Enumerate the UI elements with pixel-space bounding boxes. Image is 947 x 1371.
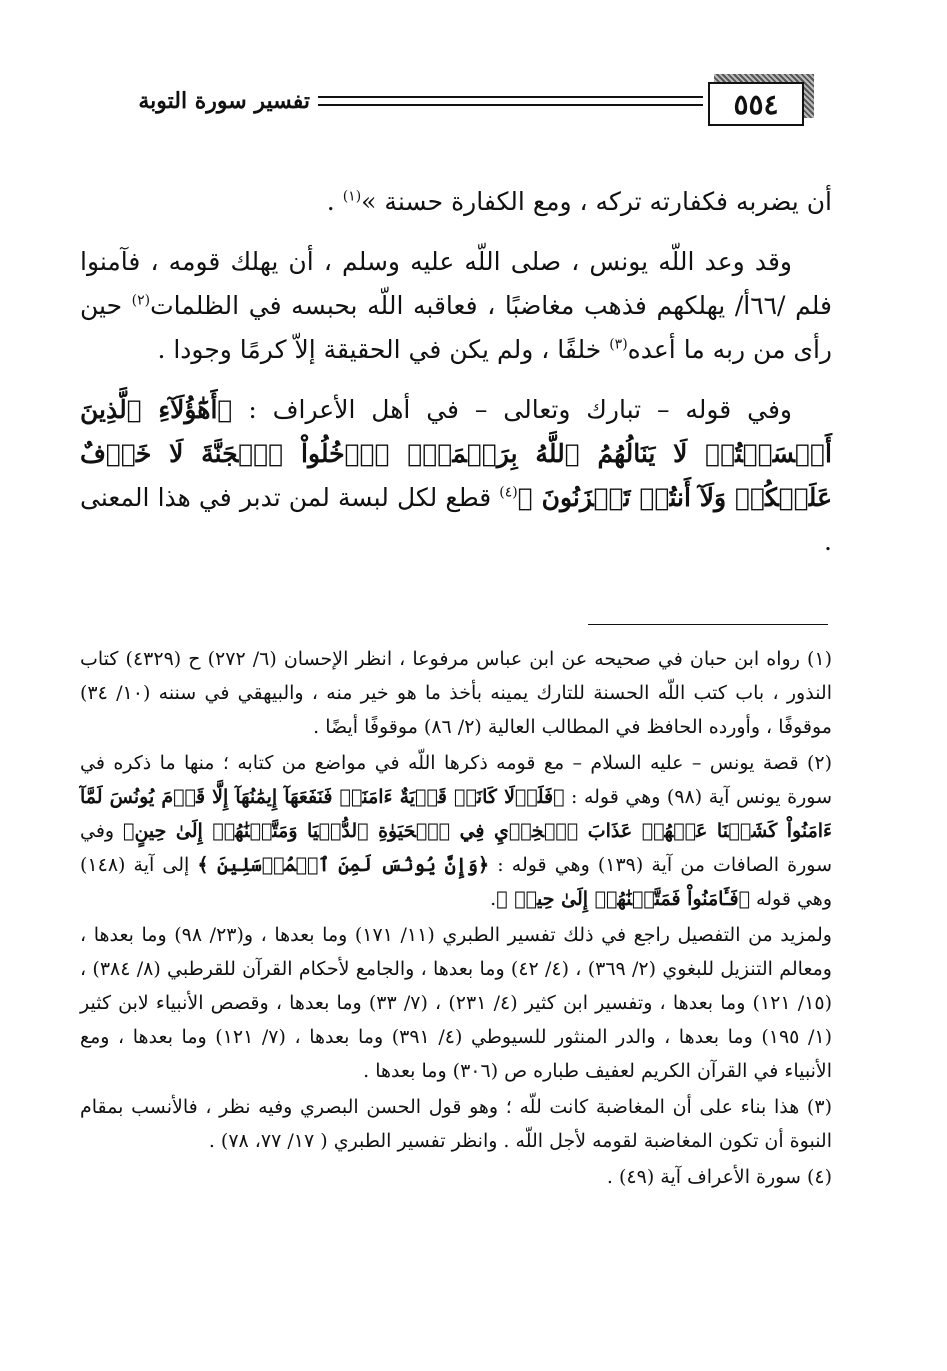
footnote-2-text-c: إلى آية (١٤٨) وهي قوله [80, 854, 832, 910]
paragraph-3-text-b: قطع لكل لبسة لمن تدبر في هذا المعنى . [80, 483, 832, 556]
page-number-text: ٥٥٤ [733, 87, 779, 121]
running-title: تفسير سورة التوبة [138, 88, 310, 114]
main-text [80, 180, 832, 580]
footnote-ref-3: (٣) [609, 336, 628, 353]
footnote-2-quran-2: ﴿وَإِنَّ يُونُسَ لَمِنَ ٱلۡمُرۡسَلِينَ ﴾ [197, 854, 490, 876]
footnote-2-text-d: . [490, 888, 497, 910]
paragraph-2-text-a: وقد وعد اللّه يونس ، صلى اللّه عليه وسلم ، أن يهلك قومه ، فآمنوا فلم /٦٦أ/ يهلكهم فذهب مغاضبًا ، فعاقبه اللّه بحبسه في الظلمات [80, 247, 832, 320]
footnote-2-quran-3: ﴿فَـَٔامَنُواْ فَمَتَّعۡنَٰهُمۡ إِلَىٰ حِينٖ ﴾ [496, 888, 751, 910]
footnote-ref-4: (٤) [499, 484, 518, 501]
footnote-2-quran-1: ﴿فَلَوۡلَا كَانَتۡ قَرۡيَةٌ ءَامَنَتۡ فَنَفَعَهَآ إِيمَٰنُهَآ إِلَّا قَوۡمَ يُونُسَ لَمَّآ ءَامَنُواْ كَشَفۡنَا عَنۡهُمۡ عَذَابَ ٱلۡخِزۡيِ فِي ٱلۡحَيَوٰةِ ٱلدُّنۡيَا وَمَتَّعۡنَٰهُمۡ إِلَىٰ حِينٍ﴾ [80, 786, 832, 842]
footnote-1: (١) رواه ابن حبان في صحيحه عن ابن عباس مرفوعا ، انظر الإحسان (٦/ ٢٧٢) ح (٤٣٢٩) كتاب النذور ، باب كتب اللّه الحسنة للتارك يمينه بأخذ ما هو خير منه ، والبيهقي في سننه (١٠/ ٣٤) موقوفًا ، وأورده الحافظ في المطالب العالية (٢/ ٨٦) موقوفًا أيضًا . [80, 648, 832, 738]
paragraph-2-text-c: خلفًا ، ولم يكن في الحقيقة إلاّ كرمًا وجودا . [157, 335, 610, 364]
paragraph-1-end: . [326, 187, 343, 216]
paragraph-1-text: أن يضربه فكفارته تركه ، ومع الكفارة حسنة » [361, 187, 832, 216]
footnote-4: (٤) سورة الأعراف آية (٤٩) . [606, 1166, 832, 1188]
header-rule [318, 96, 703, 106]
paragraph-2 [80, 240, 832, 372]
paragraph-1 [80, 180, 832, 224]
footnote-2-text-a: (٢) قصة يونس – عليه السلام – مع قومه ذكرها اللّه في مواضع من كتابه ؛ منها ما ذكره في سورة يونس آية (٩٨) وهي قوله : [80, 752, 833, 808]
footnote-2-text-b: وفي سورة الصافات من آية (١٣٩) وهي قوله : [80, 820, 833, 876]
footnote-3: (٣) هذا بناء على أن المغاضبة كانت للّه ؛ وهو قول الحسن البصري وفيه نظر ، فالأنسب بمقام النبوة أن تكون المغاضبة لقومه لأجل اللّه . وانظر تفسير الطبري ( ١٧/ ٧٧، ٧٨) . [80, 1096, 832, 1152]
footnote-ref-2: (٢) [131, 292, 151, 309]
footnotes [80, 642, 832, 1196]
paragraph-3-text-a: وفي قوله – تبارك وتعالى – في أهل الأعراف : [232, 395, 792, 424]
quran-verse: ﴿أَهَٰٓؤُلَآءِ ٱلَّذِينَ أَقۡسَمۡتُمۡ لَا يَنَالُهُمُ ٱللَّهُ بِرَحۡمَةٍۚ ٱدۡخُلُواْ ٱلۡجَنَّةَ لَا خَوۡفٌ عَلَيۡكُمۡ وَلَآ أَنتُمۡ تَحۡزَنُونَ ﴾ [80, 395, 832, 512]
footnote-2-references: ولمزيد من التفصيل راجع في ذلك تفسير الطبري (١١/ ١٧١) وما بعدها ، و(٢٣/ ٩٨) وما بعدها ، ومعالم التنزيل للبغوي (٢/ ٣٦٩) ، (٤/ ٤٢) وما بعدها ، والجامع لأحكام القرآن للقرطبي (٨/ ٣٨٤) ، (١٥/ ١٢١) وما بعدها ، وتفسير ابن كثير (٤/ ٢٣١) ، (٧/ ٣٣) وما بعدها ، وقصص الأنبياء لابن كثير (١/ ١٩٥) وما بعدها ، والدر المنثور للسيوطي (٤/ ٣٩١) وما بعدها ، (٧/ ١٢١) وما بعدها ، ومع الأنبياء في القرآن الكريم لعفيف طباره ص (٣٠٦) وما بعدها . [80, 924, 832, 1082]
page-number [708, 82, 804, 126]
paragraph-3 [80, 388, 832, 564]
paragraph-2-text-b: حين رأى من ربه ما أعده [80, 291, 832, 364]
footnote-ref-1: (١) [342, 188, 362, 205]
footnote-separator [588, 624, 828, 625]
footnote-2 [80, 746, 832, 916]
